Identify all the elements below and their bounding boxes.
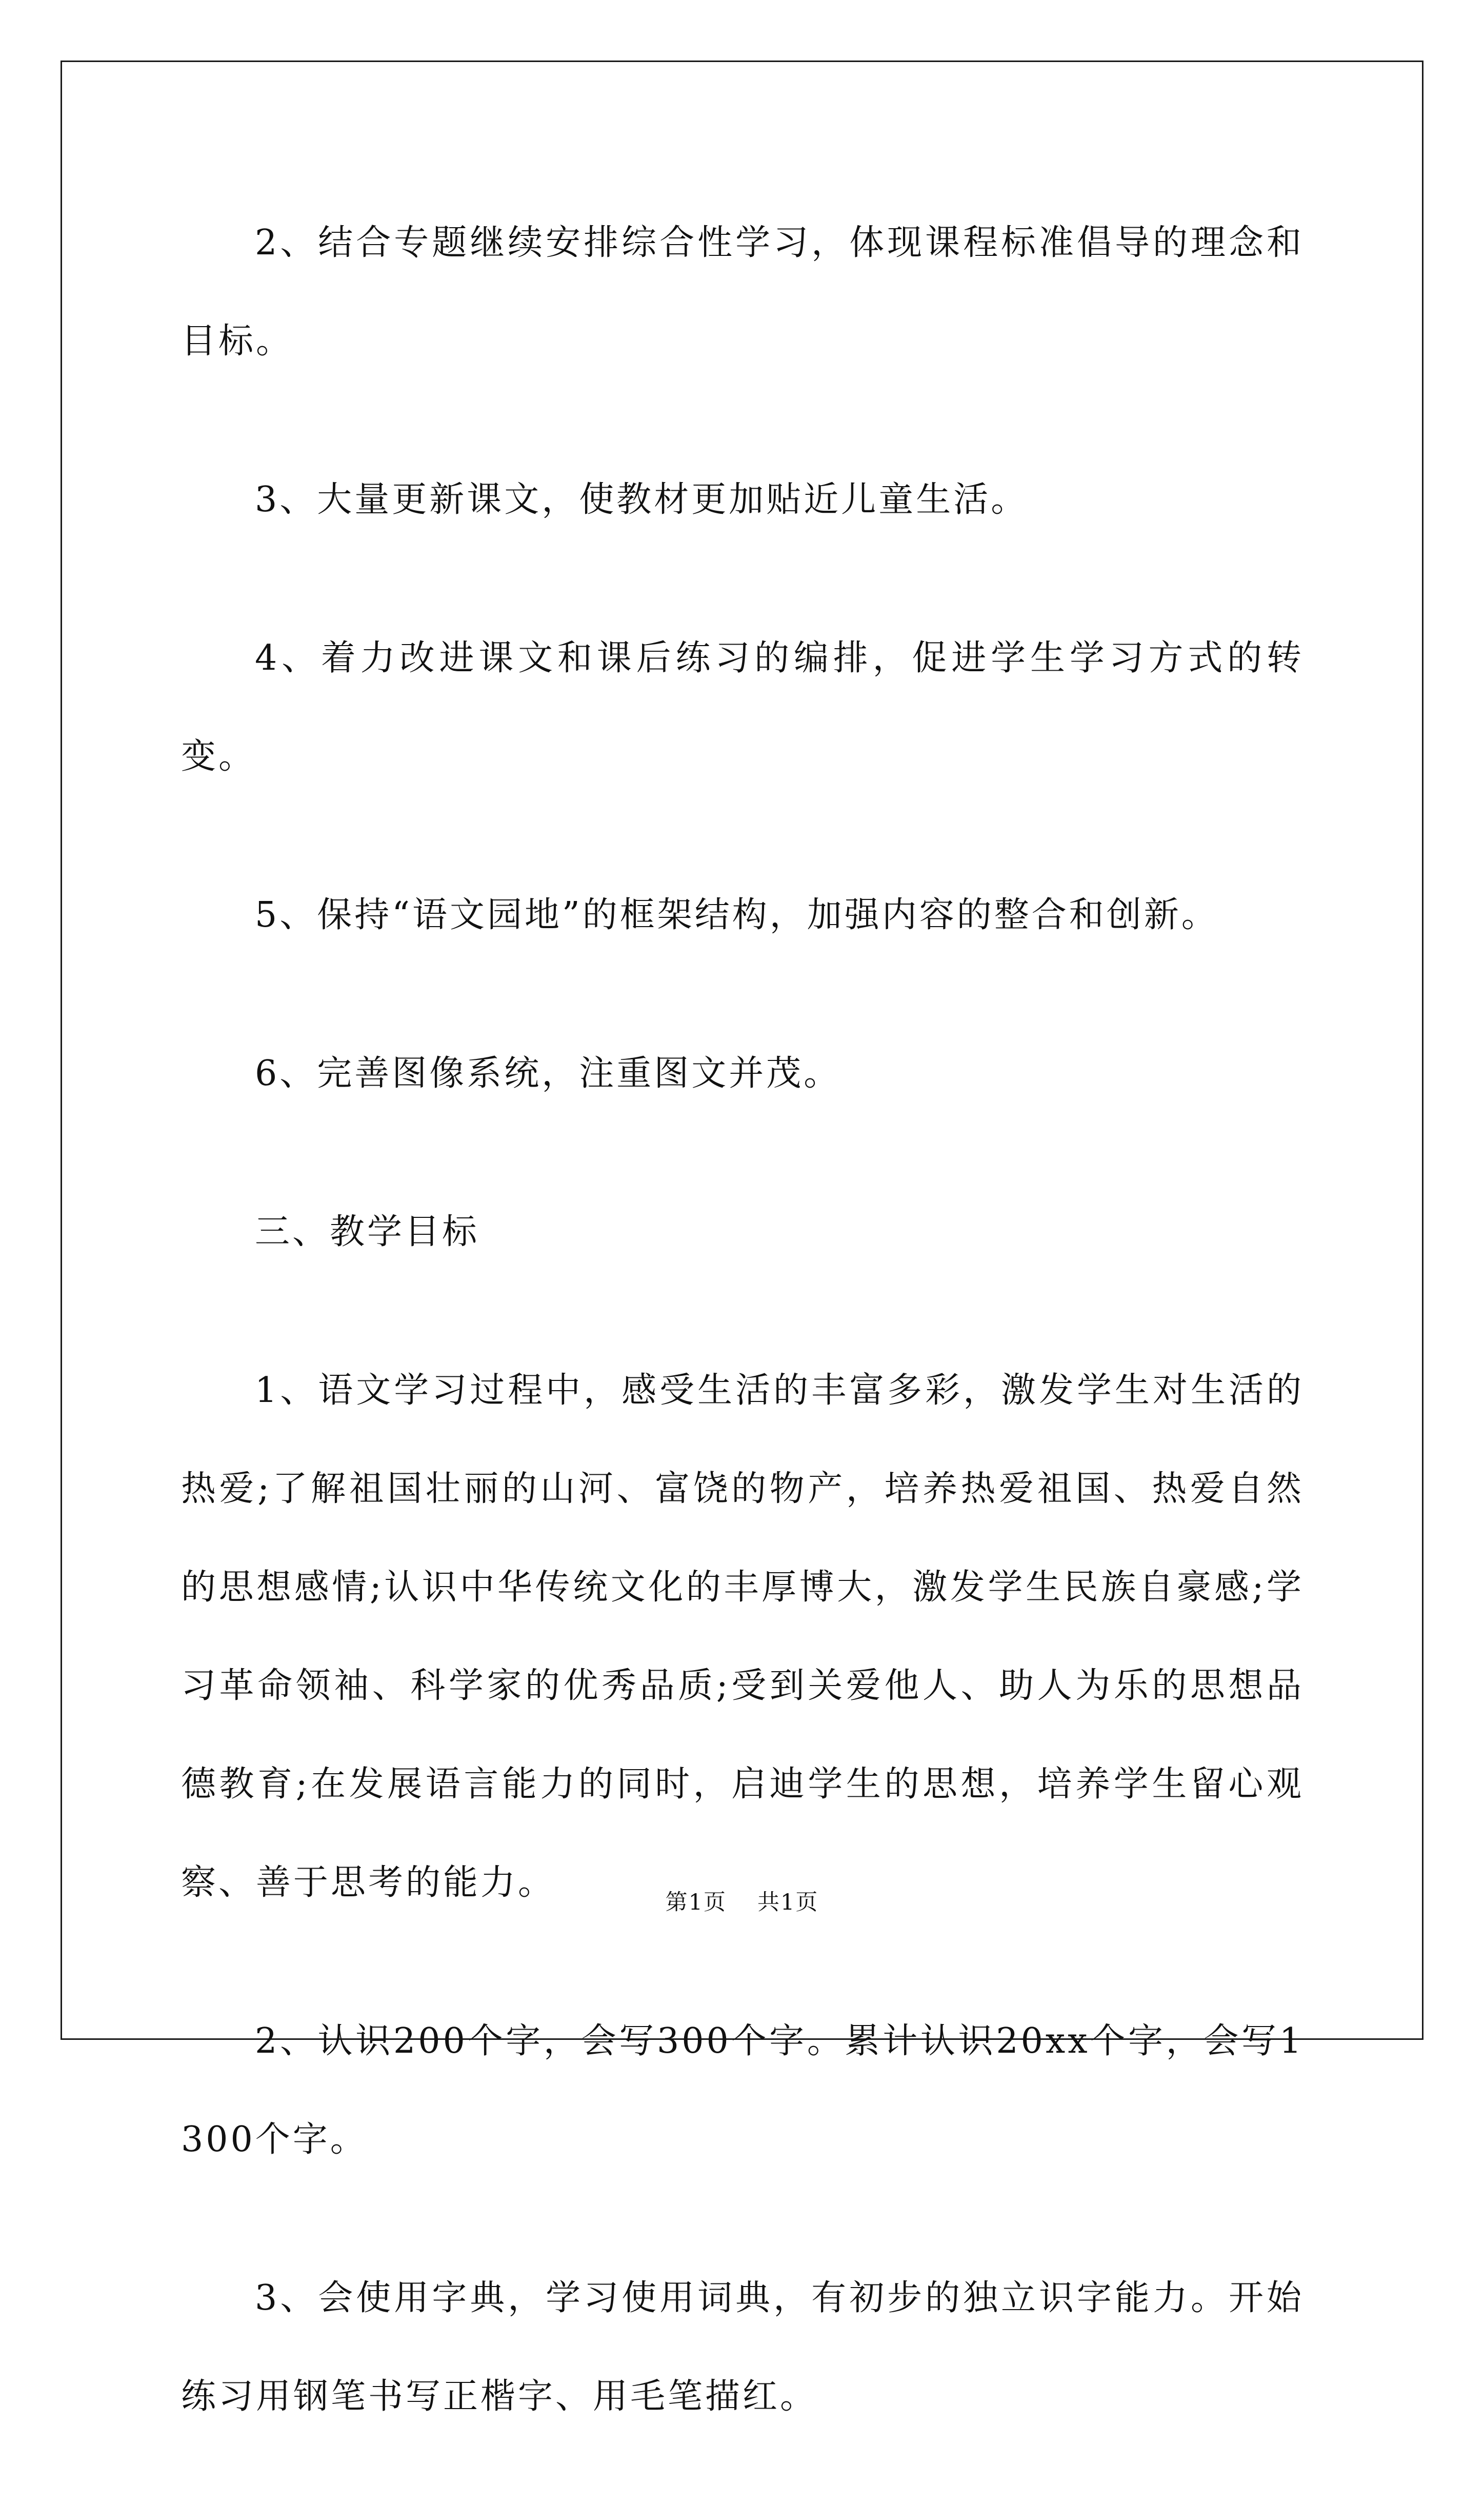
page-number-total: 共1页 <box>757 1890 819 1915</box>
paragraph-goal-1: 1、语文学习过程中，感受生活的丰富多彩，激发学生对生活的热爱;了解祖国壮丽的山河、富饶的物产，培养热爱祖国、热爱自然的思想感情;认识中华传统文化的丰厚博大，激发学生民族自豪感;学习革命领袖、科学家的优秀品质;受到关爱他人、助人为乐的思想品德教育;在发展语言能力的同时，启迪学生的思想，培养学生留心观察、善于思考的能力。 <box>181 1370 1304 1903</box>
paragraph-feature-6: 6、完善图像系统，注重图文并茂。 <box>255 1053 841 1094</box>
paragraph-feature-5: 5、保持“语文园地”的框架结构，加强内容的整合和创新。 <box>255 895 1219 935</box>
section-heading-teaching-goals: 三、教学目标 <box>255 1212 480 1252</box>
paragraph-feature-2: 2、结合专题继续安排综合性学习，体现课程标准倡导的理念和目标。 <box>181 223 1304 362</box>
paragraph-goal-3: 3、会使用字典，学习使用词典，有初步的独立识字能力。开始练习用钢笔书写正楷字、用毛笔描红。 <box>181 2278 1304 2417</box>
paragraph-goal-2: 2、认识200个字，会写300个字。累计认识20xx个字，会写1300个字。 <box>181 2021 1304 2160</box>
page-number-current: 第1页 <box>665 1890 727 1915</box>
page-footer <box>0 1887 1484 1918</box>
paragraph-feature-3: 3、大量更新课文，使教材更加贴近儿童生活。 <box>255 479 1029 520</box>
paragraph-feature-4: 4、着力改进课文和课后练习的编排，促进学生学习方式的转变。 <box>181 638 1304 777</box>
document-body <box>181 194 1304 2506</box>
